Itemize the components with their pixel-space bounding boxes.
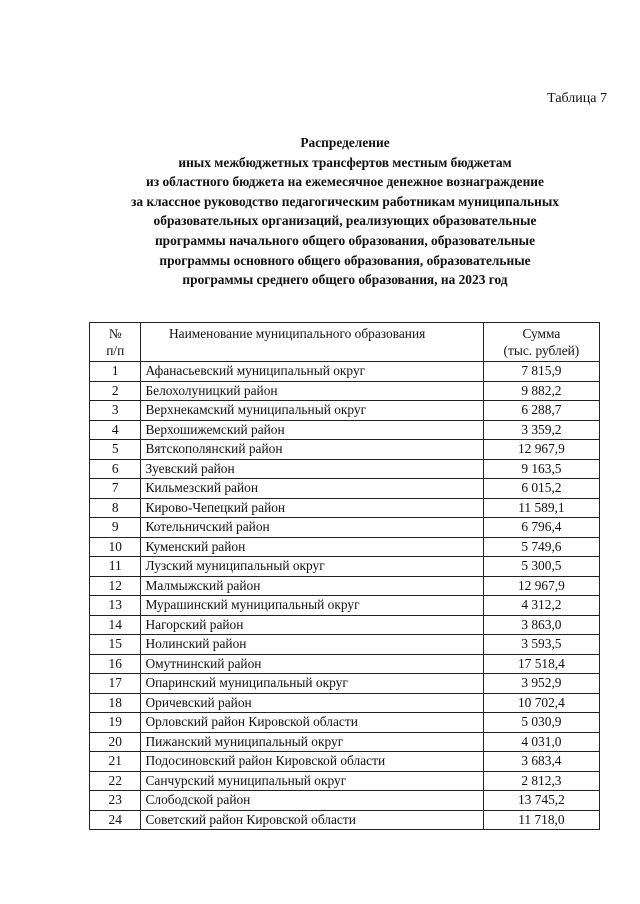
- table-row: [90, 752, 600, 772]
- row-number: 14: [90, 615, 141, 635]
- row-name: Котельничский район: [141, 518, 483, 538]
- row-name: Слободской район: [141, 791, 483, 811]
- row-sum: 6 288,7: [483, 401, 599, 421]
- table-row: [90, 771, 600, 791]
- table-row: [90, 791, 600, 811]
- row-sum: 9 163,5: [483, 459, 599, 479]
- distribution-table: [89, 322, 600, 830]
- row-number: 8: [90, 498, 141, 518]
- row-sum: 12 967,9: [483, 576, 599, 596]
- table-row: [90, 635, 600, 655]
- row-number: 6: [90, 459, 141, 479]
- table-row: [90, 498, 600, 518]
- row-sum: 4 312,2: [483, 596, 599, 616]
- row-sum: 7 815,9: [483, 362, 599, 382]
- row-name: Кирово-Чепецкий район: [141, 498, 483, 518]
- row-number: 3: [90, 401, 141, 421]
- row-number: 1: [90, 362, 141, 382]
- row-number: 16: [90, 654, 141, 674]
- row-name: Советский район Кировской области: [141, 810, 483, 830]
- row-sum: 3 359,2: [483, 420, 599, 440]
- row-sum: 5 749,6: [483, 537, 599, 557]
- table-row: [90, 459, 600, 479]
- row-sum: 5 030,9: [483, 713, 599, 733]
- row-name: Опаринский муниципальный округ: [141, 674, 483, 694]
- table-row: [90, 557, 600, 577]
- row-sum: 9 882,2: [483, 381, 599, 401]
- row-name: Санчурский муниципальный округ: [141, 771, 483, 791]
- row-sum: 5 300,5: [483, 557, 599, 577]
- table-row: [90, 693, 600, 713]
- row-name: Малмыжский район: [141, 576, 483, 596]
- row-number: 7: [90, 479, 141, 499]
- row-number: 17: [90, 674, 141, 694]
- table-row: [90, 420, 600, 440]
- table-row: [90, 596, 600, 616]
- row-name: Орловский район Кировской области: [141, 713, 483, 733]
- row-number: 24: [90, 810, 141, 830]
- title-line: за классное руководство педагогическим работникам муниципальных: [131, 193, 559, 209]
- header-sum-line1: Сумма: [522, 326, 561, 341]
- table-row: [90, 576, 600, 596]
- row-sum: 3 863,0: [483, 615, 599, 635]
- row-number: 4: [90, 420, 141, 440]
- table-row: [90, 810, 600, 830]
- title-line: Распределение: [300, 135, 390, 150]
- row-name: Кильмезский район: [141, 479, 483, 499]
- table-row: [90, 440, 600, 460]
- title-line: программы начального общего образования, образовательные: [154, 232, 536, 248]
- header-number-line1: №: [108, 326, 122, 341]
- row-sum: 4 031,0: [483, 732, 599, 752]
- row-sum: 3 683,4: [483, 752, 599, 772]
- row-sum: 3 952,9: [483, 674, 599, 694]
- row-name: Белохолуницкий район: [141, 381, 483, 401]
- row-number: 5: [90, 440, 141, 460]
- row-sum: 11 589,1: [483, 498, 599, 518]
- table-row: [90, 732, 600, 752]
- row-sum: 6 015,2: [483, 479, 599, 499]
- header-sum: [483, 323, 599, 362]
- row-number: 23: [90, 791, 141, 811]
- document-title: [90, 133, 600, 290]
- row-name: Вятскополянский район: [141, 440, 483, 460]
- row-name: Верхошижемский район: [141, 420, 483, 440]
- row-number: 20: [90, 732, 141, 752]
- title-line: образовательных организаций, реализующих образовательные: [153, 213, 537, 229]
- row-number: 10: [90, 537, 141, 557]
- row-number: 13: [90, 596, 141, 616]
- table-row: [90, 479, 600, 499]
- row-sum: 11 718,0: [483, 810, 599, 830]
- header-name: Наименование муниципального образования: [141, 323, 483, 362]
- table-row: [90, 518, 600, 538]
- row-name: Мурашинский муниципальный округ: [141, 596, 483, 616]
- table-row: [90, 401, 600, 421]
- row-sum: 10 702,4: [483, 693, 599, 713]
- row-number: 12: [90, 576, 141, 596]
- table-row: [90, 362, 600, 382]
- row-name: Нагорский район: [141, 615, 483, 635]
- table-row: [90, 674, 600, 694]
- row-name: Зуевский район: [141, 459, 483, 479]
- row-number: 2: [90, 381, 141, 401]
- row-name: Пижанский муниципальный округ: [141, 732, 483, 752]
- row-name: Куменский район: [141, 537, 483, 557]
- title-line: из областного бюджета на ежемесячное денежное вознаграждение: [146, 174, 544, 190]
- row-number: 18: [90, 693, 141, 713]
- row-name: Оричевский район: [141, 693, 483, 713]
- row-sum: 12 967,9: [483, 440, 599, 460]
- row-sum: 13 745,2: [483, 791, 599, 811]
- row-number: 19: [90, 713, 141, 733]
- row-sum: 3 593,5: [483, 635, 599, 655]
- row-number: 22: [90, 771, 141, 791]
- header-number: [90, 323, 141, 362]
- title-line: программы основного общего образования, образовательные: [159, 252, 531, 268]
- table-row: [90, 537, 600, 557]
- title-line: программы среднего общего образования, на 2023 год: [182, 272, 508, 288]
- row-number: 21: [90, 752, 141, 772]
- table-number-label: Таблица 7: [547, 91, 607, 106]
- row-name: Нолинский район: [141, 635, 483, 655]
- row-sum: 17 518,4: [483, 654, 599, 674]
- row-name: Верхнекамский муниципальный округ: [141, 401, 483, 421]
- row-sum: 2 812,3: [483, 771, 599, 791]
- row-name: Лузский муниципальный округ: [141, 557, 483, 577]
- table-row: [90, 713, 600, 733]
- row-sum: 6 796,4: [483, 518, 599, 538]
- table-row: [90, 615, 600, 635]
- row-number: 11: [90, 557, 141, 577]
- row-number: 9: [90, 518, 141, 538]
- header-sum-line2: (тыс. рублей): [503, 343, 580, 358]
- row-name: Омутнинский район: [141, 654, 483, 674]
- title-line: иных межбюджетных трансфертов местным бюджетам: [178, 154, 512, 170]
- header-number-line2: п/п: [106, 343, 125, 358]
- table-row: [90, 381, 600, 401]
- row-name: Афанасьевский муниципальный округ: [141, 362, 483, 382]
- row-number: 15: [90, 635, 141, 655]
- table-header-row: [90, 323, 600, 362]
- row-name: Подосиновский район Кировской области: [141, 752, 483, 772]
- table-row: [90, 654, 600, 674]
